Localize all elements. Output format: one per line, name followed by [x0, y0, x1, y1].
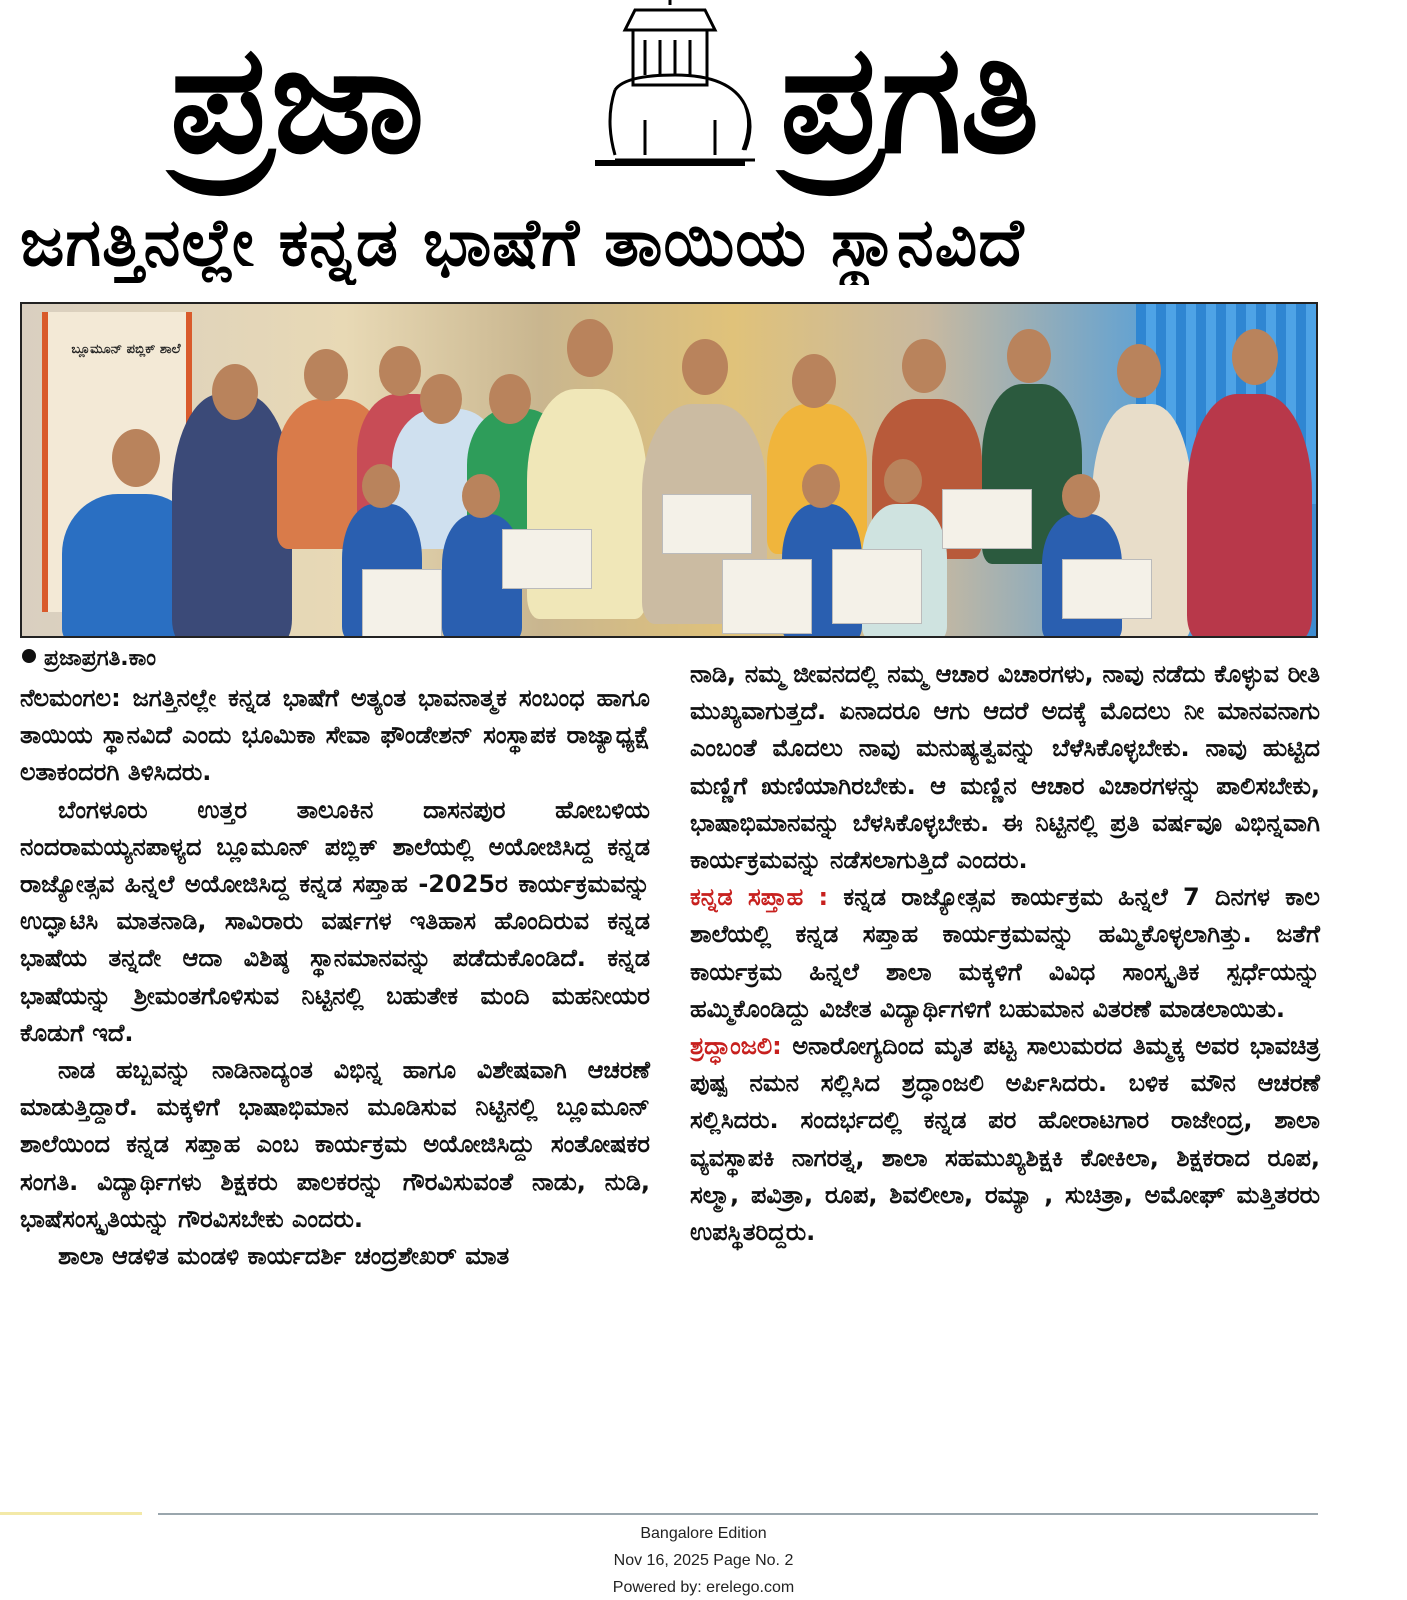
- subsection-heading: ಶ್ರದ್ಧಾಂಜಲಿ:: [690, 1032, 782, 1061]
- article-paragraph: ನಾಡಿ, ನಮ್ಮ ಜೀವನದಲ್ಲಿ ನಮ್ಮ ಆಚಾರ ವಿಚಾರಗಳು, ನಾವು ನಡೆದು ಕೊಳ್ಳುವ ರೀತಿ ಮುಖ್ಯವಾಗುತ್ತದೆ. ಏನಾದರೂ ಆಗು ಆದರೆ ಅದಕ್ಕೆ ಮೊದಲು ನೀ ಮಾನವನಾಗು ಎಂಬಂತೆ ಮೊದಲು ನಾವು ಮನುಷ್ಯತ್ವವನ್ನು ಬೆಳೆಸಿಕೊಳ್ಳಬೇಕು. ನಾವು ಹುಟ್ಟಿದ ಮಣ್ಣಿಗೆ ಋಣಿಯಾಗಿರಬೇಕು. ಆ ಮಣ್ಣಿನ ಆಚಾರ ವಿಚಾರಗಳನ್ನು ಪಾಲಿಸಬೇಕು, ಭಾಷಾಭಿಮಾನವನ್ನು ಬೆಳಸಿಕೊಳ್ಳಬೇಕು. ಈ ನಿಟ್ಟಿನಲ್ಲಿ ಪ್ರತಿ ವರ್ಷವೂ ವಿಭಿನ್ನವಾಗಿ ಕಾರ್ಯಕ್ರಮವನ್ನು ನಡೆಸಲಾಗುತ್ತಿದೆ ಎಂದರು.: [690, 660, 1320, 875]
- footer: [0, 1520, 1407, 1600]
- masthead-title-right: ಪ್ರಗತಿ: [780, 13, 1038, 187]
- edition-label: Bangalore Edition: [640, 1525, 767, 1542]
- masthead-title-left: ಪ್ರಜಾ: [170, 13, 423, 187]
- subsection-kannada-saptaha: [690, 879, 1320, 1028]
- highlight-rule: [0, 1512, 142, 1515]
- bullet-icon: [22, 649, 36, 663]
- footer-divider: [158, 1513, 1318, 1515]
- article-column-right: [690, 656, 1320, 1251]
- article-paragraph: ನಾಡ ಹಬ್ಬವನ್ನು ನಾಡಿನಾದ್ಯಂತ ವಿಭಿನ್ನ ಹಾಗೂ ವಿಶೇಷವಾಗಿ ಆಚರಣೆ ಮಾಡುತ್ತಿದ್ದಾರೆ. ಮಕ್ಕಳಿಗೆ ಭಾಷಾಭಿಮಾನ ಮೂಡಿಸುವ ನಿಟ್ಟಿನಲ್ಲಿ ಬ್ಲೂಮೂನ್ ಶಾಲೆಯಿಂದ ಕನ್ನಡ ಸಪ್ತಾಹ ಎಂಬ ಕಾರ್ಯಕ್ರಮ ಅಯೋಜಿಸಿದ್ದು ಸಂತೋಷಕರ ಸಂಗತಿ. ವಿದ್ಯಾರ್ಥಿಗಳು ಶಿಕ್ಷಕರು ಪಾಲಕರನ್ನು ಗೌರವಿಸುವಂತೆ ನಾಡು, ನುಡಿ, ಭಾಷೆಸಂಸ್ಕೃತಿಯನ್ನು ಗೌರವಿಸಬೇಕು ಎಂದರು.: [20, 1056, 650, 1233]
- subsection-text: ಕನ್ನಡ ರಾಜ್ಯೋತ್ಸವ ಕಾರ್ಯಕ್ರಮ ಹಿನ್ನಲೆ 7 ದಿನಗಳ ಕಾಲ ಶಾಲೆಯಲ್ಲಿ ಕನ್ನಡ ಸಪ್ತಾಹ ಕಾರ್ಯಕ್ರಮವನ್ನು ಹಮ್ಮಿಕೊಳ್ಳಲಾಗಿತ್ತು. ಜತೆಗೆ ಕಾರ್ಯಕ್ರಮ ಹಿನ್ನಲೆ ಶಾಲಾ ಮಕ್ಕಳಿಗೆ ವಿವಿಧ ಸಾಂಸ್ಕೃತಿಕ ಸ್ಪರ್ಧೆಯನ್ನು ಹಮ್ಮಿಕೊಂಡಿದ್ದು ವಿಜೇತ ವಿದ್ಯಾರ್ಥಿಗಳಿಗೆ ಬಹುಮಾನ ವಿತರಣೆ ಮಾಡಲಾಯಿತು.: [690, 883, 1320, 1023]
- school-banner-text: ಬ್ಲೂಮೂನ್ ಪಬ್ಲಿಕ್ ಶಾಲೆ: [71, 342, 181, 357]
- powered-by-label: Powered by: erelego.com: [612, 1579, 795, 1596]
- date-page-label: Nov 16, 2025 Page No. 2: [613, 1552, 794, 1569]
- subsection-shraddhanjali: [690, 1028, 1320, 1251]
- byline-text: ಪ್ರಜಾಪ್ರಗತಿ.ಕಾಂ: [44, 646, 157, 671]
- headline: ಜಗತ್ತಿನಲ್ಲೇ ಕನ್ನಡ ಭಾಷೆಗೆ ತಾಯಿಯ ಸ್ಥಾನವಿದೆ: [20, 204, 1025, 281]
- article-paragraph: ನೆಲಮಂಗಲ: ಜಗತ್ತಿನಲ್ಲೇ ಕನ್ನಡ ಭಾಷೆಗೆ ಅತ್ಯಂತ ಭಾವನಾತ್ಮಕ ಸಂಬಂಧ ಹಾಗೂ ತಾಯಿಯ ಸ್ಥಾನವಿದೆ ಎಂದು ಭೂಮಿಕಾ ಸೇವಾ ಫೌಂಡೇಶನ್ ಸಂಸ್ಥಾಪಕ ರಾಜ್ಯಾಧ್ಯಕ್ಷೆ ಲತಾಕಂದರಗಿ ತಿಳಿಸಿದರು.: [20, 684, 650, 787]
- elephant-howdah-icon: [575, 0, 765, 170]
- article-paragraph: ಬೆಂಗಳೂರು ಉತ್ತರ ತಾಲೂಕಿನ ದಾಸನಪುರ ಹೋಬಳಿಯ ನಂದರಾಮಯ್ಯನಪಾಳ್ಯದ ಬ್ಲೂಮೂನ್ ಪಬ್ಲಿಕ್ ಶಾಲೆಯಲ್ಲಿ ಅಯೋಜಿಸಿದ್ದ ಕನ್ನಡ ರಾಜ್ಯೋತ್ಸವ ಹಿನ್ನಲೆ ಅಯೋಜಿಸಿದ್ದ ಕನ್ನಡ ಸಪ್ತಾಹ -2025ರ ಕಾರ್ಯಕ್ರಮವನ್ನು ಉದ್ಘಾಟಿಸಿ ಮಾತನಾಡಿ, ಸಾವಿರಾರು ವರ್ಷಗಳ ಇತಿಹಾಸ ಹೊಂದಿರುವ ಕನ್ನಡ ಭಾಷೆಯ ತನ್ನದೇ ಆದಾ ವಿಶಿಷ್ಠ ಸ್ಥಾನಮಾನವನ್ನು ಪಡೆದುಕೊಂಡಿದೆ. ಕನ್ನಡ ಭಾಷೆಯನ್ನು ಶ್ರೀಮಂತಗೊಳಿಸುವ ನಿಟ್ಟಿನಲ್ಲಿ ಬಹುತೇಕ ಮಂದಿ ಮಹನೀಯರ ಕೊಡುಗೆ ಇದೆ.: [20, 795, 650, 1047]
- news-photo: [20, 302, 1318, 638]
- byline: [22, 646, 156, 671]
- subsection-text: ಅನಾರೋಗ್ಯದಿಂದ ಮೃತ ಪಟ್ಟ ಸಾಲುಮರದ ತಿಮ್ಮಕ್ಕ ಅವರ ಭಾವಚಿತ್ರ ಪುಷ್ಪ ನಮನ ಸಲ್ಲಿಸಿದ ಶ್ರದ್ಧಾಂಜಲಿ ಅರ್ಪಿಸಿದರು. ಬಳಿಕ ಮೌನ ಆಚರಣೆ ಸಲ್ಲಿಸಿದರು. ಸಂದರ್ಭದಲ್ಲಿ ಕನ್ನಡ ಪರ ಹೋರಾಟಗಾರ ರಾಜೇಂದ್ರ, ಶಾಲಾ ವ್ಯವಸ್ಥಾಪಕಿ ನಾಗರತ್ನ, ಶಾಲಾ ಸಹಮುಖ್ಯಶಿಕ್ಷಕಿ ಕೋಕಿಲಾ, ಶಿಕ್ಷಕರಾದ ರೂಪ, ಸಲ್ಮಾ, ಪವಿತ್ರಾ, ರೂಪ, ಶಿವಲೀಲಾ, ರಮ್ಯಾ , ಸುಚಿತ್ರಾ, ಅಮೋಘ್ ಮತ್ತಿತರರು ಉಪಸ್ಥಿತರಿದ್ದರು.: [690, 1032, 1320, 1247]
- article-paragraph: ಶಾಲಾ ಆಡಳಿತ ಮಂಡಳಿ ಕಾರ್ಯದರ್ಶಿ ಚಂದ್ರಶೇಖರ್ ಮಾತ: [58, 1242, 510, 1271]
- masthead: [0, 0, 1407, 200]
- subsection-heading: ಕನ್ನಡ ಸಪ್ತಾಹ :: [690, 883, 829, 912]
- group-of-people: [22, 304, 1316, 636]
- article-column-left: [20, 680, 650, 1275]
